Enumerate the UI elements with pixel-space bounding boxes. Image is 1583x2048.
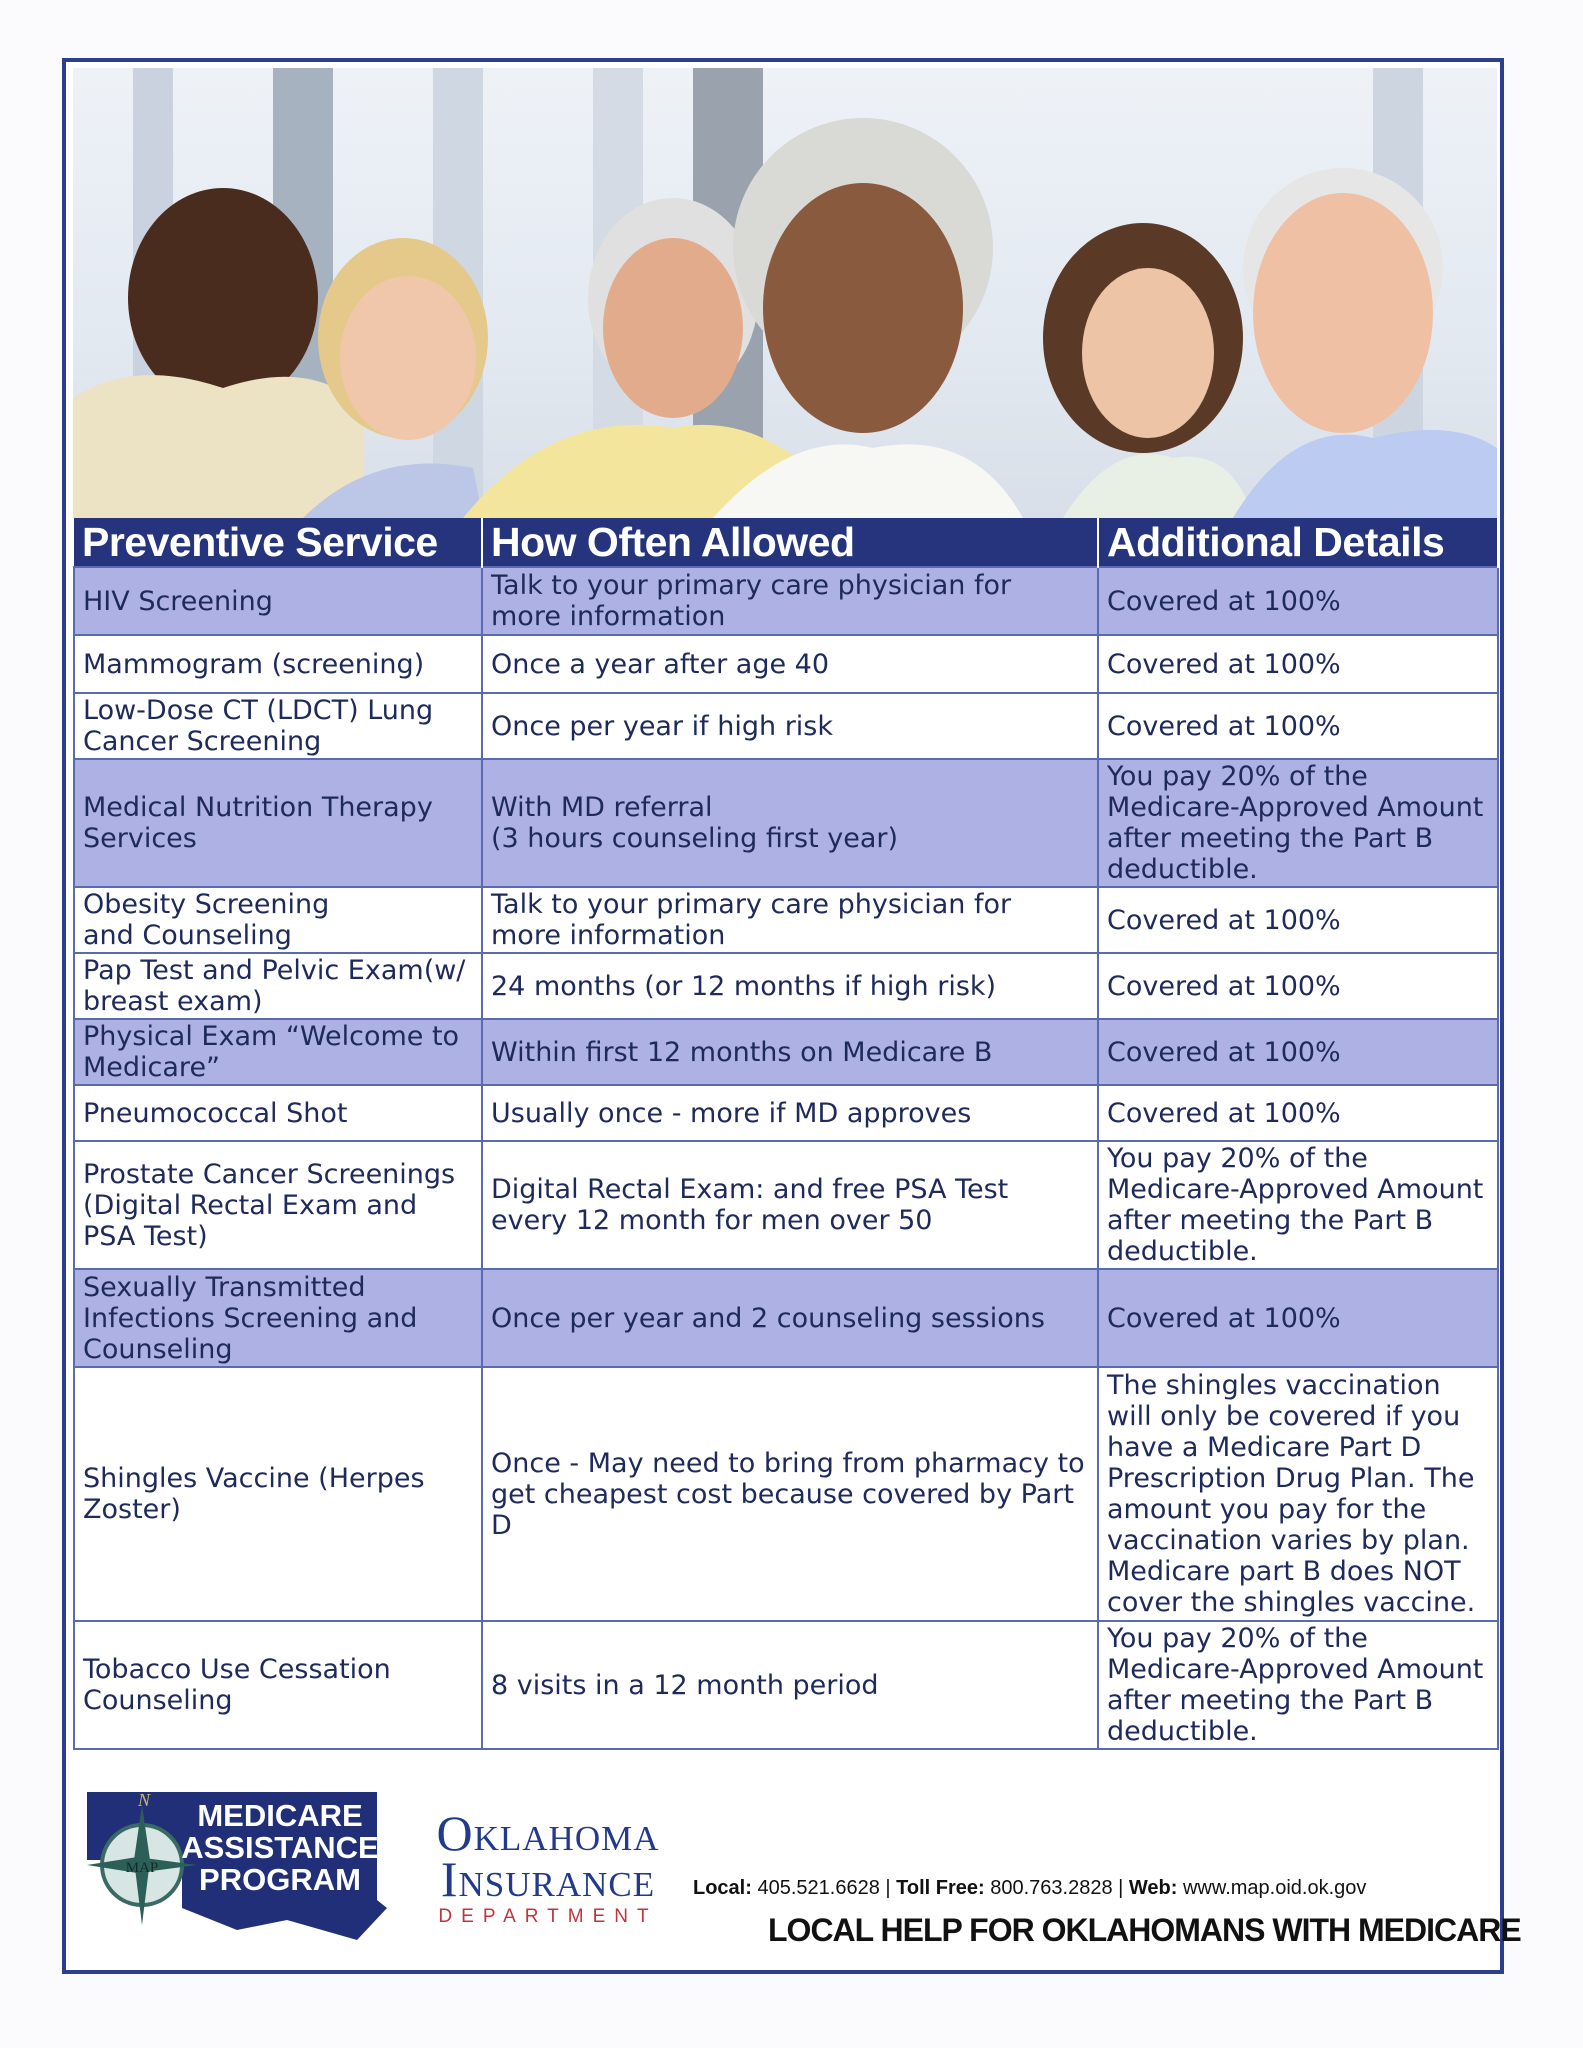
frequency-cell: Once per year and 2 counseling sessions [482, 1269, 1098, 1367]
frequency-cell: Usually once - more if MD approves [482, 1085, 1098, 1141]
table-row [74, 1621, 1498, 1749]
table-row [74, 693, 1498, 759]
map-logo-line-2: ASSISTANCE [181, 1830, 379, 1865]
local-phone: 405.521.6628 [757, 1877, 880, 1899]
web-label: Web: [1128, 1877, 1178, 1899]
details-cell: Covered at 100% [1098, 567, 1498, 635]
details-cell: Covered at 100% [1098, 1019, 1498, 1085]
medicare-assistance-program-logo [87, 1790, 387, 1940]
frequency-cell: Digital Rectal Exam: and free PSA Test every 12 month for men over 50 [482, 1141, 1098, 1269]
frequency-cell: Once a year after age 40 [482, 635, 1098, 693]
service-cell: Low-Dose CT (LDCT) Lung Cancer Screening [74, 693, 482, 759]
service-cell: Pneumococcal Shot [74, 1085, 482, 1141]
table-row [74, 1367, 1498, 1621]
details-cell: Covered at 100% [1098, 953, 1498, 1019]
service-cell: Obesity Screening and Counseling [74, 887, 482, 953]
service-cell: Mammogram (screening) [74, 635, 482, 693]
details-cell: Covered at 100% [1098, 635, 1498, 693]
frequency-cell: Once per year if high risk [482, 693, 1098, 759]
tagline: LOCAL HELP FOR OKLAHOMANS WITH MEDICARE [768, 1912, 1521, 1948]
frequency-cell: Within first 12 months on Medicare B [482, 1019, 1098, 1085]
table-row [74, 567, 1498, 635]
details-cell: Covered at 100% [1098, 1085, 1498, 1141]
map-logo-line-3: PROGRAM [199, 1862, 361, 1897]
table-row [74, 1085, 1498, 1141]
table-row [74, 953, 1498, 1019]
details-cell: Covered at 100% [1098, 1269, 1498, 1367]
table-row [74, 635, 1498, 693]
details-cell: Covered at 100% [1098, 693, 1498, 759]
tollfree-phone: 800.763.2828 [990, 1877, 1113, 1899]
web-url-link[interactable]: www.map.oid.ok.gov [1182, 1877, 1367, 1899]
frequency-cell: Talk to your primary care physician for more information [482, 887, 1098, 953]
service-cell: Prostate Cancer Screenings (Digital Rectal Exam and PSA Test) [74, 1141, 482, 1269]
table-row [74, 1019, 1498, 1085]
header-how-often-allowed: How Often Allowed [482, 518, 1098, 567]
flyer-body [73, 68, 1497, 1749]
details-cell: The shingles vaccination will only be covered if you have a Medicare Part D Prescription Drug Plan. The amount you pay for the vaccination varies by plan. Medicare part B does NOT cover the shingles vaccine. [1098, 1367, 1498, 1621]
service-cell: Physical Exam “Welcome to Medicare” [74, 1019, 482, 1085]
frequency-cell: 24 months (or 12 months if high risk) [482, 953, 1098, 1019]
service-cell: Sexually Transmitted Infections Screening and Counseling [74, 1269, 482, 1367]
seniors-photo [73, 68, 1497, 518]
map-logo-line-1: MEDICARE [197, 1798, 363, 1833]
service-cell: HIV Screening [74, 567, 482, 635]
details-cell: You pay 20% of the Medicare-Approved Amount after meeting the Part B deductible. [1098, 1621, 1498, 1749]
service-cell: Shingles Vaccine (Herpes Zoster) [74, 1367, 482, 1621]
table-row [74, 1269, 1498, 1367]
table-header-row [74, 518, 1498, 567]
header-preventive-service: Preventive Service [74, 518, 482, 567]
table-row [74, 759, 1498, 887]
service-cell: Pap Test and Pelvic Exam(w/ breast exam) [74, 953, 482, 1019]
service-cell: Medical Nutrition Therapy Services [74, 759, 482, 887]
service-cell: Tobacco Use Cessation Counseling [74, 1621, 482, 1749]
map-badge: MAP [125, 1860, 159, 1876]
frequency-cell: 8 visits in a 12 month period [482, 1621, 1098, 1749]
preventive-services-table [73, 518, 1499, 1750]
footer [73, 1750, 1521, 1966]
table-row [74, 1141, 1498, 1269]
oklahoma-insurance-department-logo [403, 1805, 693, 1928]
local-label: Local: [693, 1877, 752, 1899]
tollfree-label: Toll Free: [896, 1877, 985, 1899]
oid-department: DEPARTMENT [438, 1906, 658, 1927]
details-cell: You pay 20% of the Medicare-Approved Amount after meeting the Part B deductible. [1098, 759, 1498, 887]
oid-line-1: Oklahoma [436, 1805, 660, 1861]
frequency-cell: Once - May need to bring from pharmacy to get cheapest cost because covered by Part D [482, 1367, 1098, 1621]
details-cell: Covered at 100% [1098, 887, 1498, 953]
details-cell: You pay 20% of the Medicare-Approved Amount after meeting the Part B deductible. [1098, 1141, 1498, 1269]
compass-north-label: N [137, 1790, 151, 1810]
frequency-cell: With MD referral (3 hours counseling first year) [482, 759, 1098, 887]
contact-info: Local: 405.521.6628 | Toll Free: 800.763.2828 | Web: www.map.oid.ok.gov [693, 1877, 1367, 1899]
oid-line-2: Insurance [440, 1851, 656, 1907]
header-additional-details: Additional Details [1098, 518, 1498, 567]
frequency-cell: Talk to your primary care physician for more information [482, 567, 1098, 635]
table-row [74, 887, 1498, 953]
